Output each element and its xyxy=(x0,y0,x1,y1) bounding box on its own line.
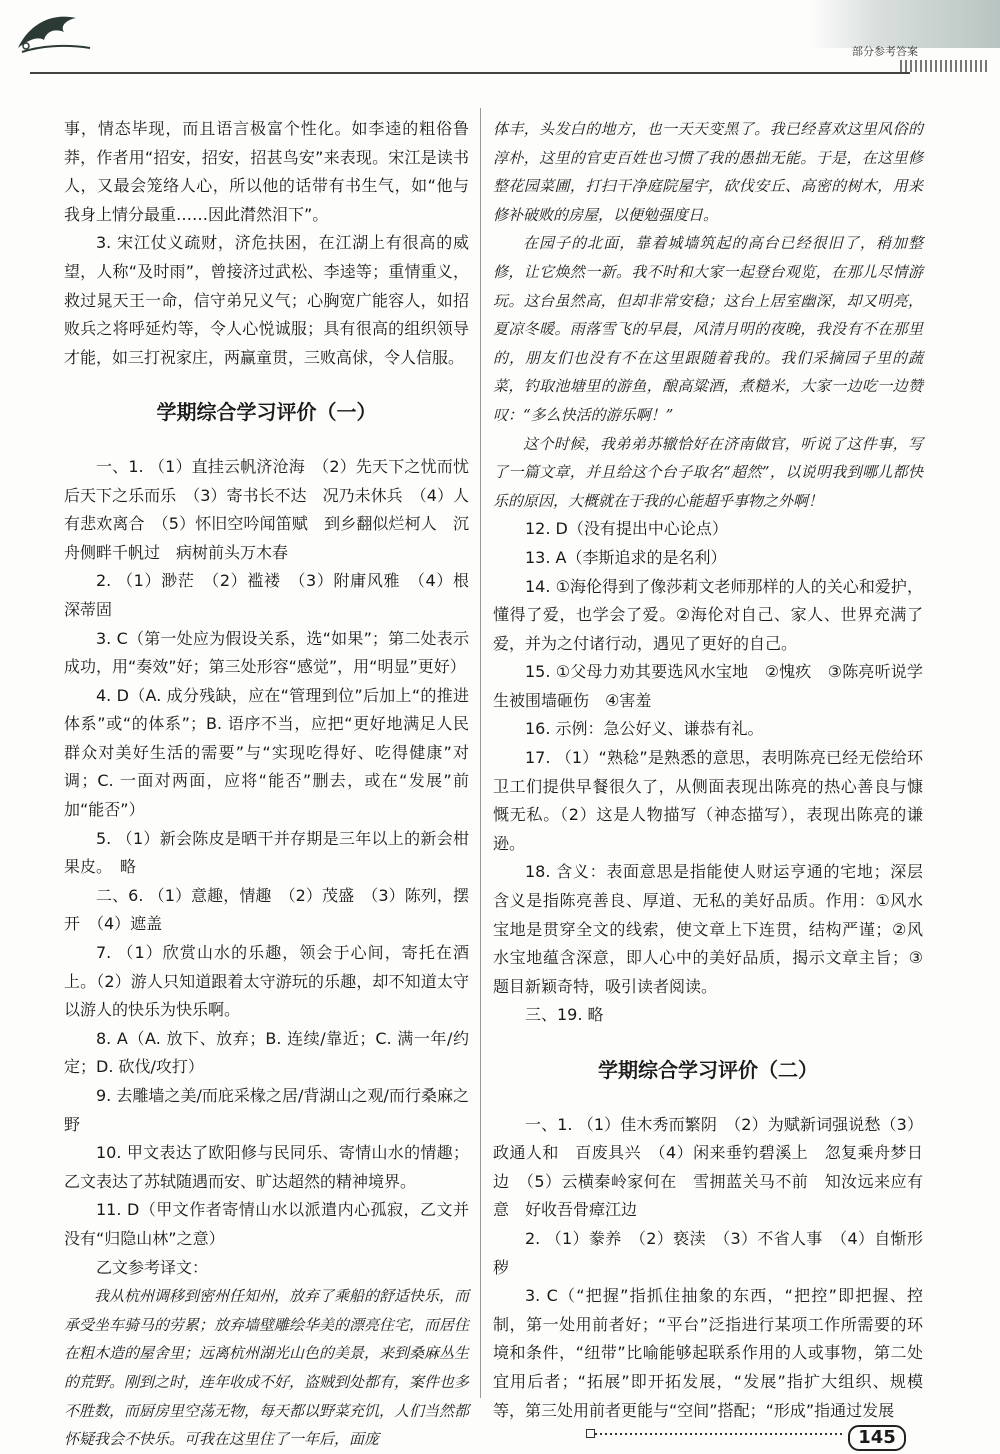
left-column xyxy=(64,115,469,1454)
answer-paragraph: 5. （1）新会陈皮是晒干并存期是三年以上的新会柑果皮。 略 xyxy=(64,828,469,877)
answer-paragraph: 8. A（A. 放下、放弃；B. 连续/靠近；C. 满一年/约定；D. 砍伐/攻打） xyxy=(64,1028,469,1077)
column-divider xyxy=(480,108,481,1398)
answer-paragraph: 2. （1）豢养 （2）亵渎 （3）不省人事 （4）自惭形秽 xyxy=(493,1228,923,1277)
header-label: 部分参考答案 xyxy=(852,45,918,58)
header-decoration xyxy=(810,0,1000,48)
answer-paragraph: 三、19. 略 xyxy=(525,1005,604,1025)
answer-paragraph: 16. 示例：急公好义、谦恭有礼。 xyxy=(525,719,764,739)
right-column xyxy=(493,115,923,1425)
answer-paragraph: 14. ①海伦得到了像莎莉文老师那样的人的关心和爱护，懂得了爱，也学会了爱。②海伦对自己、家人、世界充满了爱，并为之付诸行动，遇见了更好的自己。 xyxy=(493,576,923,653)
translation-paragraph: 这个时候，我弟弟苏辙恰好在济南做官，听说了这件事，写了一篇文章，并且给这个台子取名“超然”，以说明我到哪儿都快乐的原因，大概就在于我的心能超乎事物之外啊！ xyxy=(493,434,923,510)
answer-paragraph: 3. C（第一处应为假设关系，选“如果”；第二处表示成功，用“奏效”好；第三处形容“感觉”，用“明显”更好） xyxy=(64,628,469,677)
header-barcode-decoration xyxy=(900,60,988,72)
page-header xyxy=(0,0,1000,80)
answer-paragraph: 二、6. （1）意趣，情趣 （2）茂盛 （3）陈列，摆开 （4）遮盖 xyxy=(64,885,469,934)
translation-paragraph: 我从杭州调移到密州任知州，放弃了乘船的舒适快乐，而承受坐车骑马的劳累；放弃墙壁雕绘华美的漂亮住宅，而居住在粗木造的屋舍里；远离杭州湖光山色的美景，来到桑麻丛生的荒野。刚到之时，连年收成不好，盗贼到处都有，案件也多不胜数，而厨房里空荡无物，每天都以野菜充饥，人们当然都怀疑我会不快乐。可我在这里住了一年后，面庞 xyxy=(64,1287,470,1449)
answer-paragraph: 事，情态毕现，而且语言极富个性化。如李逵的粗俗鲁莽，作者用“招安，招安，招甚鸟安”来表现。宋江是读书人，又最会笼络人心，所以他的话带有书生气，如“他与我身上情分最重……因此潸然泪下”。 xyxy=(64,119,469,224)
footer-square-icon xyxy=(586,1429,595,1438)
section-title: 学期综合学习评价（二） xyxy=(598,1058,818,1082)
answer-paragraph: 18. 含义：表面意思是指能使人财运亨通的宅地；深层含义是指陈亮善良、厚道、无私的美好品质。作用：①风水宝地是贯穿全文的线索，使文章上下连贯，结构严谨；②风水宝地蕴含深意，即人心中的美好品质，揭示文章主旨；③题目新颖奇特，吸引读者阅读。 xyxy=(493,862,923,996)
answer-paragraph: 12. D（没有提出中心论点） xyxy=(525,519,728,539)
footer-dotted-line xyxy=(595,1433,845,1435)
translation-paragraph: 体丰，头发白的地方，也一天天变黑了。我已经喜欢这里风俗的淳朴，这里的官吏百姓也习惯了我的愚拙无能。于是，在这里修整花园菜圃，打扫干净庭院屋宇，砍伐安丘、高密的树木，用来修补破败的房屋，以便勉强度日。 xyxy=(493,120,923,224)
translation-paragraph: 在园子的北面，靠着城墙筑起的高台已经很旧了，稍加整修，让它焕然一新。我不时和大家一起登台观览，在那儿尽情游玩。这台虽然高，但却非常安稳；这台上居室幽深，却又明亮，夏凉冬暖。雨落雪飞的早晨，风清月明的夜晚，我没有不在那里的，朋友们也没有不在这里跟随着我的。我们采摘园子里的蔬菜，钓取池塘里的游鱼，酿高粱酒，煮糙米，大家一边吃一边赞叹：“多么快活的游乐啊！” xyxy=(493,234,923,424)
header-rule xyxy=(30,72,910,74)
answer-paragraph: 3. C（“把握”指抓住抽象的东西，“把控”即把握、控制，第一处用前者好；“平台”泛指进行某项工作所需要的环境和条件，“纽带”比喻能够起联系作用的人或事物，第二处宜用后者；“拓展”即开拓发展，“发展”指扩大组织、规模等，第三处用前者更能与“空间”搭配；“形成”指通过发展 xyxy=(493,1286,923,1420)
answer-paragraph: 9. 去雕墙之美/而庇采椽之居/背湖山之观/而行桑麻之野 xyxy=(64,1086,469,1134)
answer-paragraph: 7. （1）欣赏山水的乐趣，领会于心间，寄托在酒上。（2）游人只知道跟着太守游玩的乐趣，却不知道太守以游人的快乐为快乐啊。 xyxy=(64,943,469,1020)
answer-paragraph: 10. 甲文表达了欧阳修与民同乐、寄情山水的情趣；乙文表达了苏轼随遇而安、旷达超然的精神境界。 xyxy=(64,1143,469,1191)
answer-paragraph: 15. ①父母力劝其要选风水宝地 ②愧疚 ③陈亮听说学生被围墙砸伤 ④害羞 xyxy=(493,662,923,710)
answer-paragraph: 17. （1）“熟稔”是熟悉的意思，表明陈亮已经无偿给环卫工们提供早餐很久了，从侧面表现出陈亮的热心善良与慷慨无私。（2）这是人物描写（神态描写），表现出陈亮的谦逊。 xyxy=(493,748,923,853)
answer-paragraph: 乙文参考译文： xyxy=(96,1257,209,1277)
answer-paragraph: 11. D（甲文作者寄情山水以派遣内心孤寂，乙文并没有“归隐山林”之意） xyxy=(64,1200,469,1248)
wave-logo-icon xyxy=(14,10,94,56)
answer-paragraph: 2. （1）渺茫 （2）褴褛 （3）附庸风雅 （4）根深蒂固 xyxy=(64,571,469,619)
answer-paragraph: 一、1. （1）佳木秀而繁阴 （2）为赋新词强说愁（3）政通人和 百废具兴 （4）闲来垂钓碧溪上 忽复乘舟梦日边 （5）云横秦岭家何在 雪拥蓝关马不前 知汝远来应有意 好收吾骨瘴江边 xyxy=(493,1114,923,1220)
answer-paragraph: 4. D（A. 成分残缺，应在“管理到位”后加上“的推进体系”或“的体系”；B. 语序不当，应把“更好地满足人民群众对美好生活的需要”与“实现吃得好、吃得健康”对调；C. 一面对两面，应将“能否”删去，或在“发展”前加“能否”） xyxy=(64,685,469,820)
answer-paragraph: 3. 宋江仗义疏财，济危扶困，在江湖上有很高的威望，人称“及时雨”，曾接济过武松、李逵等；重情重义，救过晁天王一命，信守弟兄义气；心胸宽广能容人，如招败兵之将呼延灼等，令人心悦诚服；具有很高的组织领导才能，如三打祝家庄，两赢童贯，三败高俅，令人信服。 xyxy=(64,233,469,367)
section-title: 学期综合学习评价（一） xyxy=(156,400,377,425)
answer-paragraph: 一、1. （1）直挂云帆济沧海 （2）先天下之忧而忧后天下之乐而乐 （3）寄书长不达 况乃未休兵 （4）人有悲欢离合 （5）怀旧空吟闻笛赋 到乡翻似烂柯人 沉舟侧畔千帆过 病树前头万木春 xyxy=(64,456,469,562)
answer-paragraph: 13. A（李斯追求的是名利） xyxy=(525,547,727,567)
page-number: 145 xyxy=(848,1425,906,1451)
